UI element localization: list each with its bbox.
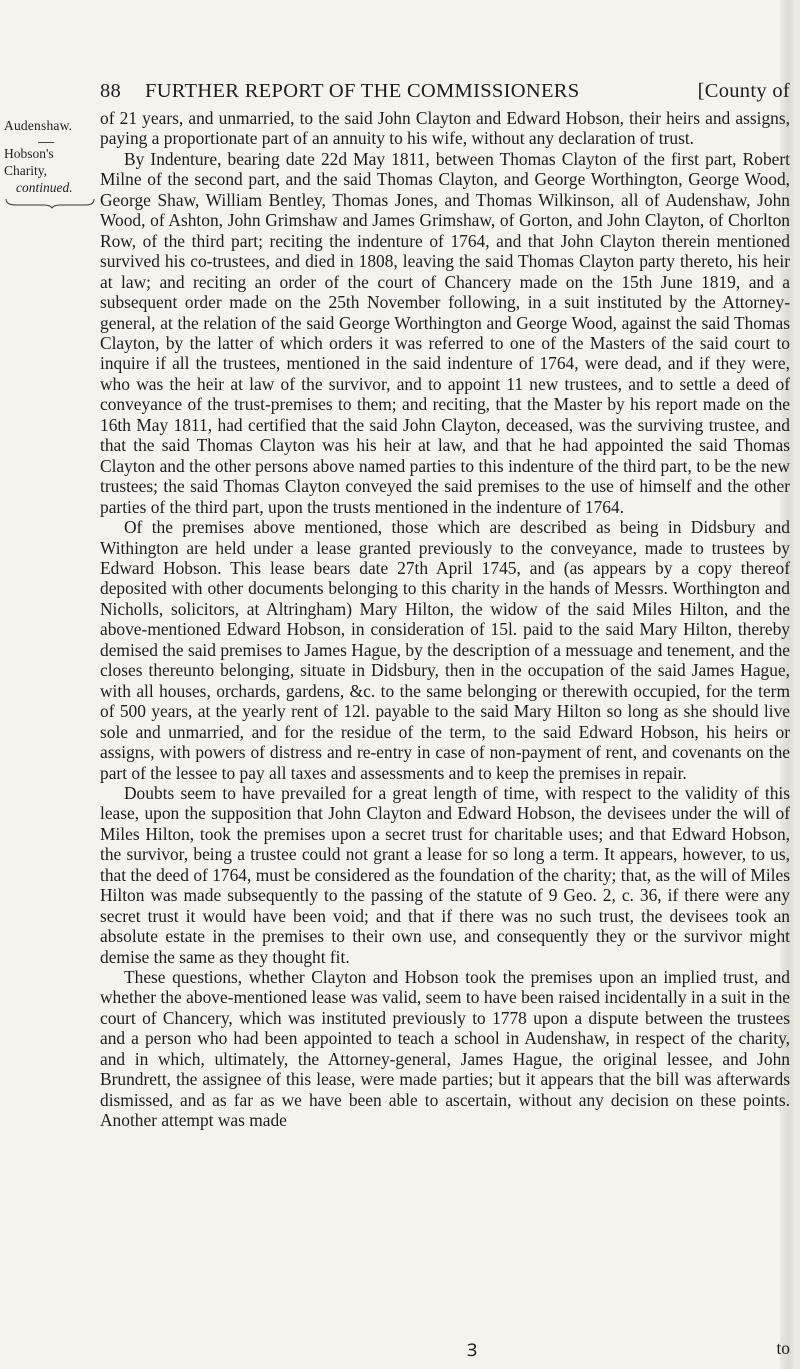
county-heading: [County of: [697, 80, 790, 102]
margin-brace-icon: [4, 197, 96, 209]
report-body: [100, 108, 790, 1131]
paragraph-4: Doubts seem to have prevailed for a great length of time, with respect to the validity of this lease, upon the supposition that John Clayton and Edward Hobson, the devisees under the will of Miles Hilton, took the premises upon a secret trust for charitable uses; and that Edward Hobson, the survivor, being a trustee could not grant a lease for so long a term. It appears, however, to us, that the deed of 1764, must be considered as the foundation of the charity; that, as the will of Miles Hilton was made subsequently to the passing of the statute of 9 Geo. 2, c. 36, if there were any secret trust it would have been void; and that if there was no such trust, the devisees took an absolute estate in the premises to their own use, and consequently they or the survivor might demise the same as they thought fit.: [100, 782, 790, 967]
paragraph-3: Of the premises above mentioned, those which are described as being in Didsbury and Withington are held under a lease granted previously to the conveyance, made to trustees by Edward Hobson. This lease bears date 27th April 1745, and (as appears by a copy thereof deposited with other documents belonging to this charity in the hands of Messrs. Worthington and Nicholls, solicitors, at Altringham) Mary Hilton, the widow of the said Miles Hilton, and the above-mentioned Edward Hobson, in consideration of 15l. paid to the said Mary Hilton, thereby demised the said premises to James Hague, by the description of a messuage and tenement, and the closes thereunto belonging, situate in Didsbury, then in the occupation of the said James Hague, with all houses, orchards, gardens, &c. to the same belonging or therewith occupied, for the term of 500 years, at the yearly rent of 12l. payable to the said Mary Hilton so long as she should live sole and unmarried, and for the residue of the term, to the said Edward Hobson, his heirs or assigns, with powers of distress and re-entry in case of non-payment of rent, and covenants on the part of the lessee to pay all taxes and assessments and to keep the premises in repair.: [100, 517, 790, 783]
catchword: to: [776, 1338, 790, 1358]
margin-charity-name: Hobson's Charity,: [4, 146, 54, 178]
paragraph-5: These questions, whether Clayton and Hobson took the premises upon an implied trust, and whether the above-mentioned lease was valid, seem to have been raised incidentally in a suit in the court of Chancery, which was instituted previously to 1778 upon a dispute between the trustees and a person who had been appointed to teach a school in Audenshaw, in respect of the charity, and in which, ultimately, the Attorney-general, James Hague, the original lessee, and John Brundrett, the assignee of this lease, were made parties; but it appears that the bill was afterwards dismissed, and as far as we have been able to ascertain, without any decision on these points. Another attempt was made: [100, 967, 790, 1131]
margin-dash: [38, 142, 54, 143]
page-footer: [100, 1338, 790, 1360]
report-title: FURTHER REPORT OF THE COMMISSIONERS: [145, 80, 580, 102]
margin-place: Audenshaw.: [4, 118, 73, 133]
margin-continued: continued.: [16, 180, 73, 195]
margin-note: [4, 117, 96, 209]
signature-mark: Ɜ: [467, 1340, 478, 1360]
paragraph-2: By Indenture, bearing date 22d May 1811, between Thomas Clayton of the first part, Robert Milne of the second part, and the said Thomas Clayton, and George Worthington, George Wood, George Shaw, William Bentley, Thomas Jones, and Thomas Wilkinson, all of Audenshaw, John Wood, of Ashton, John Grimshaw and James Grimshaw, of Gorton, and John Clayton, of Chorlton Row, of the third part; reciting the indenture of 1764, and that John Clayton therein mentioned survived his co-trustees, and died in 1808, leaving the said Thomas Clayton party thereto, his heir at law; and reciting an order of the court of Chancery made on the 15th June 1819, and a subsequent order made on the 25th November following, in a suit instituted by the Attorney-general, at the relation of the said George Worthington and George Wood, against the said Thomas Clayton, by the latter of which orders it was referred to one of the Masters of the said court to inquire if all the trustees, mentioned in the said indenture of 1764, were dead, and if they were, who was the heir at law of the survivor, and to appoint 11 new trustees, and to settle a deed of conveyance of the trust-premises to them; and reciting, that the Master by his report made on the 16th May 1811, had certified that the said John Clayton, deceased, was the surviving trustee, and that the said Thomas Clayton was his heir at law, and that he had appointed the said Thomas Clayton and the other persons above named parties to this indenture of the third part, to be the new trustees; the said Thomas Clayton conveyed the said premises to the use of himself and the other parties of the third part, upon the trusts mentioned in the indenture of 1764.: [100, 148, 790, 517]
page-number: 88: [100, 80, 122, 102]
paragraph-1: of 21 years, and unmarried, to the said John Clayton and Edward Hobson, their heirs and assigns, paying a proportionate part of an annuity to his wife, without any declaration of trust.: [100, 108, 790, 149]
